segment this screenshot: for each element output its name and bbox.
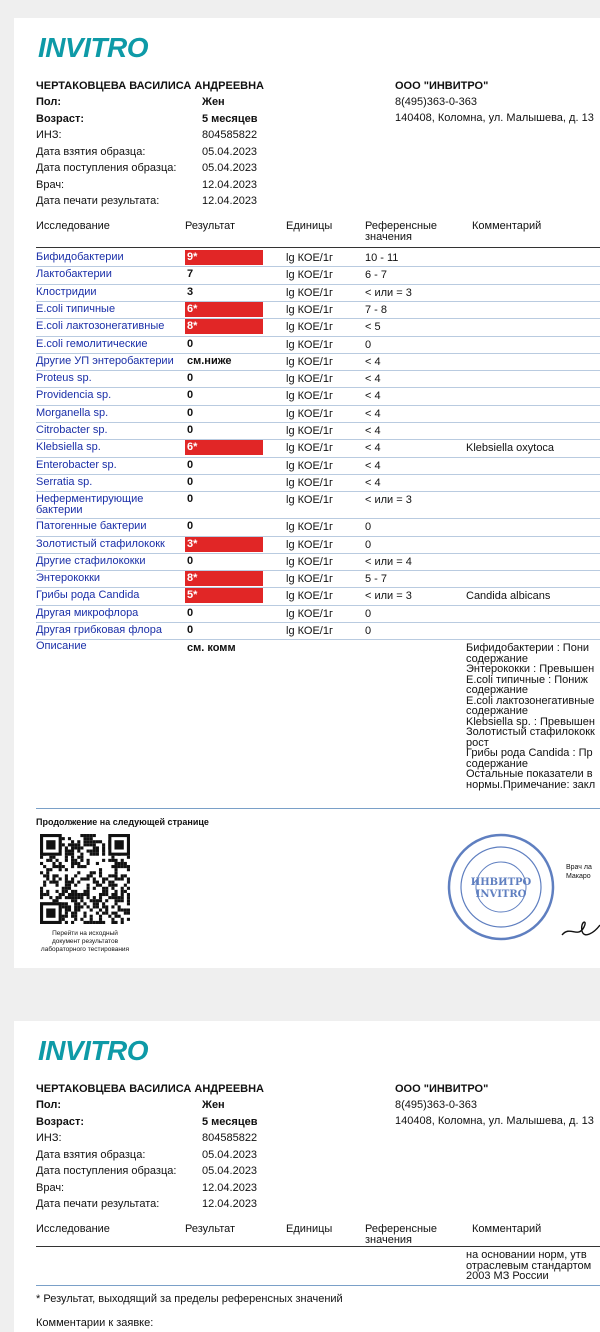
test-name[interactable]: Morganella sp. [36, 406, 109, 419]
patient-field-value: Жен [202, 1099, 225, 1111]
patient-field-label: Дата печати результата: [36, 195, 160, 207]
footnote: * Результат, выходящий за пределы референсных значений [36, 1293, 343, 1305]
table-row [14, 606, 600, 623]
invitro-logo: INVITRO [38, 32, 149, 63]
patient-field-value: 05.04.2023 [202, 1165, 258, 1177]
table-row [14, 519, 600, 536]
patient-field-label: Дата поступления образца: [36, 162, 177, 174]
test-name[interactable]: Золотистый стафилококк [36, 537, 165, 550]
test-reference: 5 - 7 [365, 573, 388, 586]
test-reference: < 5 [365, 321, 381, 334]
test-unit: lg КОЕ/1г [286, 607, 333, 620]
table-row [14, 388, 600, 405]
patient-field-value: Жен [202, 96, 225, 108]
test-unit: lg КОЕ/1г [286, 494, 333, 507]
test-name[interactable]: Proteus sp. [36, 372, 92, 385]
table-row [14, 302, 600, 319]
test-unit: lg КОЕ/1г [286, 252, 333, 264]
test-result: 3 [187, 285, 194, 298]
test-unit: lg КОЕ/1г [286, 355, 333, 368]
table-row [14, 623, 600, 640]
comment-line: Klebsiella sp. : Превышен [466, 715, 595, 728]
test-result: 0 [187, 458, 194, 471]
test-reference: < 4 [365, 373, 381, 386]
test-name[interactable]: Лактобактерии [36, 268, 112, 281]
qr-caption: Перейти на исходный документ результатов лабораторного тестирования [40, 930, 130, 953]
test-reference: 0 [365, 607, 372, 620]
test-reference: < или = 3 [365, 494, 412, 507]
header-test-2: Исследование [36, 1223, 110, 1235]
patient-field-value: 5 месяцев [202, 112, 258, 125]
test-result: 0 [187, 389, 194, 402]
test-name[interactable]: Энтерококки [36, 572, 101, 585]
qr-code-icon[interactable] [40, 834, 130, 924]
test-name[interactable]: Serratia sp. [36, 475, 93, 488]
test-unit: lg КОЕ/1г [286, 286, 333, 299]
test-result: см.ниже [187, 354, 232, 367]
test-unit: lg КОЕ/1г [286, 573, 333, 586]
patient-field-value: 05.04.2023 [202, 162, 258, 174]
table-row [14, 571, 600, 588]
patient-name: ЧЕРТАКОВЦЕВА ВАСИЛИСА АНДРЕЕВНА [36, 80, 264, 92]
header-test: Исследование [36, 220, 110, 232]
test-name[interactable]: E.coli гемолитические [36, 337, 148, 350]
test-reference: < 4 [365, 390, 381, 403]
comment-line: Грибы рода Candida : Пр [466, 747, 593, 759]
patient-field-value: 12.04.2023 [202, 195, 258, 207]
table-row [14, 458, 600, 475]
header-comment: Комментарий [472, 220, 542, 232]
header-units: Единицы [286, 220, 333, 232]
table-row [14, 285, 600, 302]
comment-line: Энтерококки : Превышен [466, 663, 595, 675]
table-row [14, 406, 600, 423]
comment-line: содержание [466, 652, 528, 665]
test-name[interactable]: Грибы рода Candida [36, 589, 140, 602]
request-comments-label: Комментарии к заявке: [36, 1317, 154, 1329]
report-page-1 [14, 18, 600, 968]
patient-field-value: 12.04.2023 [202, 1181, 258, 1194]
test-result: 5* [185, 588, 263, 603]
comment-line: на основании норм, утв [466, 1249, 587, 1261]
test-result: 0 [187, 372, 194, 385]
test-unit: lg КОЕ/1г [286, 538, 333, 551]
patient-field-label: Дата взятия образца: [36, 1148, 146, 1161]
test-unit: lg КОЕ/1г [286, 555, 333, 568]
patient-field-label: Возраст: [36, 112, 84, 125]
report-page-2 [14, 1021, 600, 1332]
test-reference: 10 - 11 [365, 252, 399, 264]
test-reference: 0 [365, 521, 372, 534]
table-row [14, 537, 600, 554]
lab-phone: 8(495)363-0-363 [395, 96, 477, 108]
patient-field-label: Врач: [36, 178, 65, 191]
table-row [14, 492, 600, 519]
table-row [14, 588, 600, 605]
patient-name-2: ЧЕРТАКОВЦЕВА ВАСИЛИСА АНДРЕЕВНА [36, 1083, 264, 1095]
test-unit: lg КОЕ/1г [286, 373, 333, 386]
test-unit: lg КОЕ/1г [286, 521, 333, 534]
test-reference: 0 [365, 625, 372, 637]
patient-field-value: 05.04.2023 [202, 1148, 258, 1161]
table-row [14, 337, 600, 354]
comment-line: Бифидобактерии : Пони [466, 642, 590, 654]
test-name[interactable]: E.coli типичные [36, 302, 116, 315]
patient-field-label: Возраст: [36, 1115, 84, 1128]
test-result: 0 [187, 554, 194, 567]
comment-line: содержание [466, 757, 528, 770]
test-reference: < 4 [365, 442, 381, 455]
test-reference: < 4 [365, 425, 381, 437]
comment-line: отраслевым стандартом [466, 1259, 592, 1272]
description-result: см. комм [187, 642, 236, 654]
comment-line: 2003 МЗ России [466, 1270, 549, 1282]
continuation-note: Продолжение на следующей странице [36, 817, 209, 827]
lab-address: 140408, Коломна, ул. Малышева, д. 13 [395, 112, 594, 124]
table-row [14, 250, 600, 267]
test-name[interactable]: E.coli лактозонегативные [36, 320, 165, 333]
test-reference: 0 [365, 338, 372, 351]
test-unit: lg КОЕ/1г [286, 442, 333, 455]
test-result: 9* [185, 250, 263, 265]
test-unit: lg КОЕ/1г [286, 407, 333, 420]
test-unit: lg КОЕ/1г [286, 476, 333, 489]
description-comment [466, 643, 595, 790]
test-result: 0 [187, 475, 194, 488]
table-row [14, 423, 600, 440]
patient-field-label: ИНЗ: [36, 1132, 62, 1144]
table-row [14, 554, 600, 571]
table-row [14, 440, 600, 457]
test-name[interactable]: Enterobacter sp. [36, 458, 117, 471]
table-header-divider-2 [36, 1246, 600, 1247]
patient-field-label: Врач: [36, 1181, 65, 1194]
test-result: 6* [185, 440, 263, 455]
test-unit: lg КОЕ/1г [286, 303, 333, 316]
signature-icon [560, 913, 600, 943]
test-result: 0 [187, 520, 194, 533]
row-divider [36, 639, 600, 640]
test-reference: < или = 4 [365, 555, 412, 568]
test-name[interactable]: Клостридии [36, 285, 97, 298]
patient-field-label: Дата поступления образца: [36, 1165, 177, 1177]
patient-field-label: Дата взятия образца: [36, 145, 146, 158]
patient-field-label: ИНЗ: [36, 129, 62, 141]
test-unit: lg КОЕ/1г [286, 459, 333, 472]
lab-phone-2: 8(495)363-0-363 [395, 1099, 477, 1111]
table-row [14, 371, 600, 388]
continued-comment [466, 1250, 591, 1282]
stamp-text-en: INVITRO [475, 889, 527, 900]
test-unit: lg КОЕ/1г [286, 269, 333, 282]
patient-field-label: Дата печати результата: [36, 1198, 160, 1210]
test-reference: 0 [365, 538, 372, 551]
table-row [14, 319, 600, 336]
header-comment-2: Комментарий [472, 1223, 542, 1235]
test-name[interactable]: Klebsiella sp. [36, 441, 101, 454]
header-result-2: Результат [185, 1223, 236, 1235]
table-header-divider [36, 247, 600, 248]
patient-field-value: 5 месяцев [202, 1115, 258, 1128]
test-unit: lg КОЕ/1г [286, 425, 333, 437]
test-name[interactable]: Неферментирующие бактерии [36, 493, 144, 517]
comment-line: содержание [466, 684, 528, 696]
test-result: 0 [187, 406, 194, 419]
test-reference: < или = 3 [365, 590, 412, 603]
test-name[interactable]: Патогенные бактерии [36, 520, 147, 533]
comment-line: нормы.Примечание: закл [466, 778, 596, 791]
comment-line: E.coli лактозонегативные [466, 694, 595, 707]
patient-field-value: 804585822 [202, 129, 258, 141]
test-result: 6* [185, 302, 263, 317]
test-unit: lg КОЕ/1г [286, 390, 333, 403]
header-reference-2: Референсные значения [365, 1223, 438, 1246]
test-reference: < 4 [365, 476, 381, 489]
test-unit: lg КОЕ/1г [286, 590, 333, 603]
test-reference: < или = 3 [365, 286, 412, 299]
test-name[interactable]: Citrobacter sp. [36, 424, 108, 436]
footer-divider [36, 808, 600, 809]
patient-field-value: 05.04.2023 [202, 145, 258, 158]
test-unit: lg КОЕ/1г [286, 625, 333, 637]
comment-line: Золотистый стафилококк [466, 726, 595, 738]
stamp-text-ru: ИНВИТРО [470, 877, 532, 888]
test-result: 3* [185, 537, 263, 552]
patient-field-value: 12.04.2023 [202, 1198, 258, 1210]
table-row [14, 354, 600, 371]
test-name[interactable]: Providencia sp. [36, 389, 112, 402]
test-result: 0 [187, 606, 194, 619]
test-result: 0 [187, 424, 194, 436]
patient-field-value: 12.04.2023 [202, 178, 258, 191]
test-name[interactable]: Другая грибковая флора [36, 624, 163, 636]
doctor-label-2: Макаро [566, 873, 591, 880]
header-result: Результат [185, 220, 236, 232]
table-row [14, 475, 600, 492]
invitro-logo-2: INVITRO [38, 1035, 149, 1066]
test-name[interactable]: Другая микрофлора [36, 606, 139, 619]
patient-field-value: 804585822 [202, 1132, 258, 1144]
test-result: 7 [187, 268, 194, 281]
test-name[interactable]: Бифидобактерии [36, 251, 124, 263]
lab-name-2: ООО "ИНВИТРО" [395, 1083, 489, 1095]
test-unit: lg КОЕ/1г [286, 338, 333, 351]
test-result: 0 [187, 493, 194, 506]
patient-field-label: Пол: [36, 1099, 62, 1111]
test-reference: 7 - 8 [365, 303, 388, 316]
test-result: 0 [187, 337, 194, 350]
description-label: Описание [36, 640, 87, 652]
test-result: 8* [185, 571, 263, 586]
comment-line: рост [466, 736, 489, 749]
comment-line: Остальные показатели в [466, 768, 593, 780]
test-reference: < 4 [365, 355, 381, 368]
header-units-2: Единицы [286, 1223, 333, 1235]
test-reference: < 4 [365, 459, 381, 472]
doctor-label-1: Врач ла [566, 864, 592, 871]
test-reference: < 4 [365, 407, 381, 420]
test-result: 0 [187, 624, 194, 636]
test-unit: lg КОЕ/1г [286, 321, 333, 334]
test-name[interactable]: Другие стафилококки [36, 554, 146, 567]
test-reference: 6 - 7 [365, 269, 388, 282]
lab-stamp-icon [446, 832, 556, 942]
footnote-divider [36, 1285, 600, 1286]
comment-line: E.coli типичные : Пониж [466, 673, 588, 686]
patient-field-label: Пол: [36, 96, 62, 108]
header-reference: Референсные значения [365, 220, 438, 243]
lab-address-2: 140408, Коломна, ул. Малышева, д. 13 [395, 1115, 594, 1127]
test-name[interactable]: Другие УП энтеробактерии [36, 354, 174, 367]
table-row [14, 267, 600, 284]
comment-line: содержание [466, 705, 528, 717]
test-result: 8* [185, 319, 263, 334]
test-comment: Candida albicans [466, 590, 551, 603]
test-comment: Klebsiella oxytoca [466, 442, 555, 455]
lab-name: ООО "ИНВИТРО" [395, 80, 489, 92]
